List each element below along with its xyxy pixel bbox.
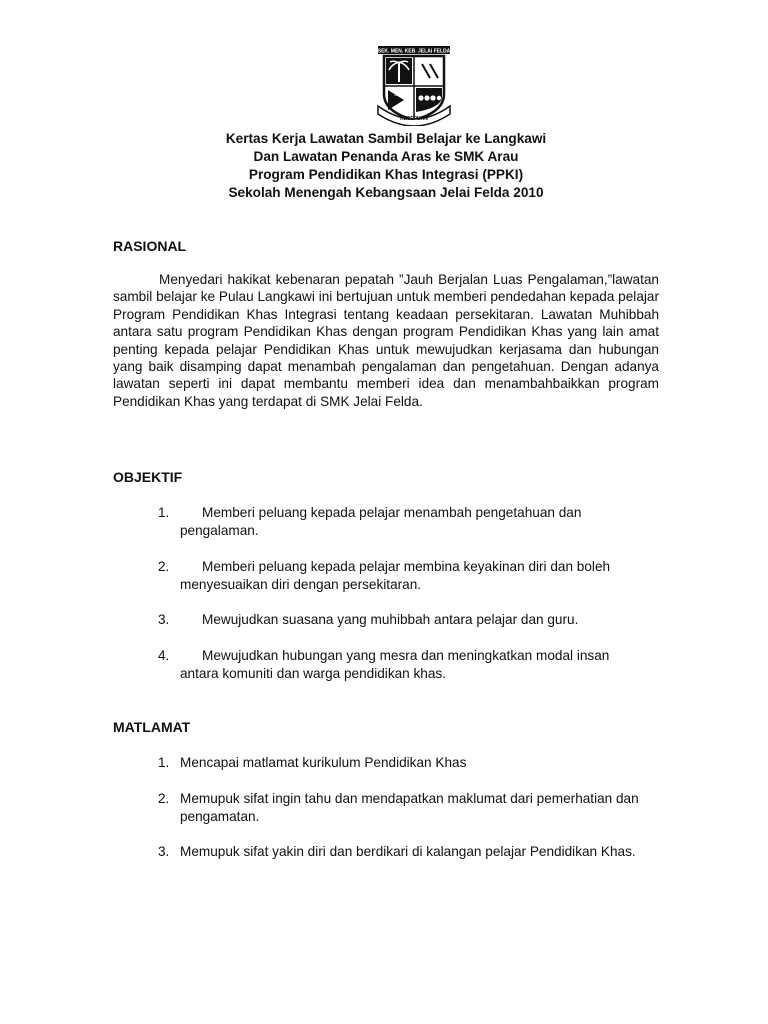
- item-text: Memupuk sifat ingin tahu dan mendapatkan maklumat dari pemerhatian dan pengamatan.: [180, 791, 639, 824]
- school-crest-logo: [374, 42, 454, 126]
- item-text: Memberi peluang kepada pelajar menambah pengetahuan dan pengalaman.: [180, 505, 582, 538]
- title-line: Kertas Kerja Lawatan Sambil Belajar ke Langkawi: [225, 131, 547, 146]
- item-text: Mewujudkan hubungan yang mesra dan meningkatkan modal insan antara komuniti dan warga pendidikan khas.: [180, 648, 610, 681]
- document-title: [100, 130, 672, 202]
- rasional-heading: RASIONAL: [113, 238, 187, 254]
- item-number: 1.: [158, 505, 170, 520]
- item-text: Mencapai matlamat kurikulum Pendidikan Khas: [180, 755, 467, 770]
- svg-text:1983: 1983: [394, 92, 403, 97]
- item-text: Mewujudkan suasana yang muhibbah antara pelajar dan guru.: [202, 612, 579, 627]
- objektif-heading: OBJEKTIF: [113, 469, 183, 485]
- item-number: 4.: [158, 648, 170, 663]
- rasional-paragraph: Menyedari hakikat kebenaran pepatah ”Jauh Berjalan Luas Pengalaman,”lawatan sambil belajar ke Pulau Langkawi ini bertujuan untuk memberi pendedahan kepada pelajar Program Pendidikan Khas Integrasi tentang keadaan persekitaran. Lawatan Muhibbah antara satu program Pendidikan Khas dengan program Pendidikan Khas yang lain amat penting kepada pelajar Pendidikan Khas untuk mewujudkan kerjasama dan hubungan yang baik disamping dapat menambah pengalaman dan pengetahuan. Dengan adanya lawatan seperti ini dapat membantu memberi idea dan menambahbaikkan program Pendidikan Khas yang terdapat di SMK Jelai Felda.: [113, 272, 659, 409]
- svg-text:KESEPUAN: KESEPUAN: [400, 116, 428, 122]
- item-number: 2.: [158, 559, 170, 574]
- title-line: Program Pendidikan Khas Integrasi (PPKI): [248, 167, 524, 182]
- item-text: Memberi peluang kepada pelajar membina keyakinan diri dan boleh menyesuaikan diri dengan persekitaran.: [180, 559, 611, 592]
- matlamat-heading: MATLAMAT: [113, 719, 191, 735]
- item-number: 1.: [158, 755, 170, 770]
- item-text: Memupuk sifat yakin diri dan berdikari di kalangan pelajar Pendidikan Khas.: [180, 844, 636, 859]
- title-line: Sekolah Menengah Kebangsaan Jelai Felda 2010: [228, 185, 544, 200]
- svg-text:SEK. MEN. KEB. JELAI FELDA: SEK. MEN. KEB. JELAI FELDA: [377, 48, 451, 55]
- item-number: 3.: [158, 844, 170, 859]
- item-number: 2.: [158, 791, 170, 806]
- item-number: 3.: [158, 612, 170, 627]
- title-line: Dan Lawatan Penanda Aras ke SMK Arau: [253, 149, 519, 164]
